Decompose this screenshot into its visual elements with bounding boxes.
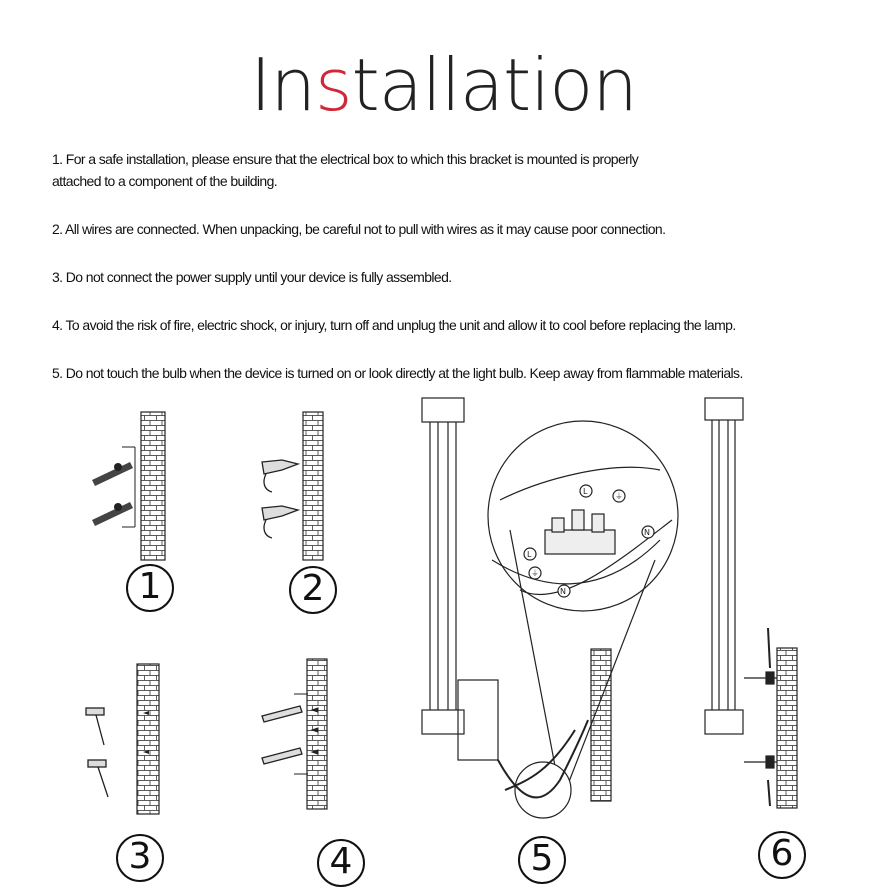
step-number-4: 4 — [317, 839, 365, 887]
brick-wall — [307, 659, 327, 809]
brick-wall — [777, 648, 797, 808]
screw-icon — [766, 672, 774, 768]
step-number-2: 2 — [289, 566, 337, 614]
step-number-1: 1 — [126, 564, 174, 612]
figure-step-5 — [422, 398, 678, 818]
figure-step-3 — [86, 664, 159, 814]
wire-label-earth: ⏚ — [615, 492, 623, 501]
wire-label-live: L — [583, 487, 588, 496]
hammer-icon — [86, 708, 108, 797]
anchor-icon — [92, 462, 133, 526]
wire-label-neutral: N — [644, 528, 650, 537]
screwdriver-icon — [768, 628, 770, 806]
step-number-3: 3 — [116, 834, 164, 882]
lamp-cap-top — [422, 398, 464, 422]
instruction-item: 5. Do not touch the bulb when the device is turned on or look directly at the light bulb. Keep away from flammable materials. — [52, 365, 743, 381]
brick-wall — [141, 412, 165, 560]
instruction-item: 3. Do not connect the power supply until your device is fully assembled. — [52, 269, 452, 285]
wire-label-neutral: N — [560, 587, 566, 596]
step-number-5: 5 — [518, 836, 566, 884]
figure-step-1 — [92, 412, 165, 560]
wire-label-live: L — [527, 550, 532, 559]
title-highlight: s — [314, 43, 352, 127]
brick-wall — [137, 664, 159, 814]
figure-step-2 — [262, 412, 323, 560]
page-title: Installation — [250, 43, 637, 127]
figure-step-4 — [262, 659, 327, 809]
step-number-6: 6 — [758, 831, 806, 879]
brick-wall — [591, 649, 611, 801]
figure-step-6 — [705, 398, 797, 808]
instruction-item: 1. For a safe installation, please ensure that the electrical box to which this bracket is mounted is properly attached to a component of the building. — [52, 151, 639, 189]
lamp-cap-bottom — [705, 710, 743, 734]
instruction-item: 2. All wires are connected. When unpacking, be careful not to pull with wires as it may cause poor connection. — [52, 221, 666, 237]
instruction-item: 4. To avoid the risk of fire, electric shock, or injury, turn off and unplug the unit and allow it to cool before replacing the lamp. — [52, 317, 736, 333]
wire-label-earth: ⏚ — [531, 569, 539, 578]
screwdriver-icon — [262, 706, 302, 764]
drill-icon — [262, 460, 298, 538]
brick-wall — [303, 412, 323, 560]
lamp-cap-top — [705, 398, 743, 420]
